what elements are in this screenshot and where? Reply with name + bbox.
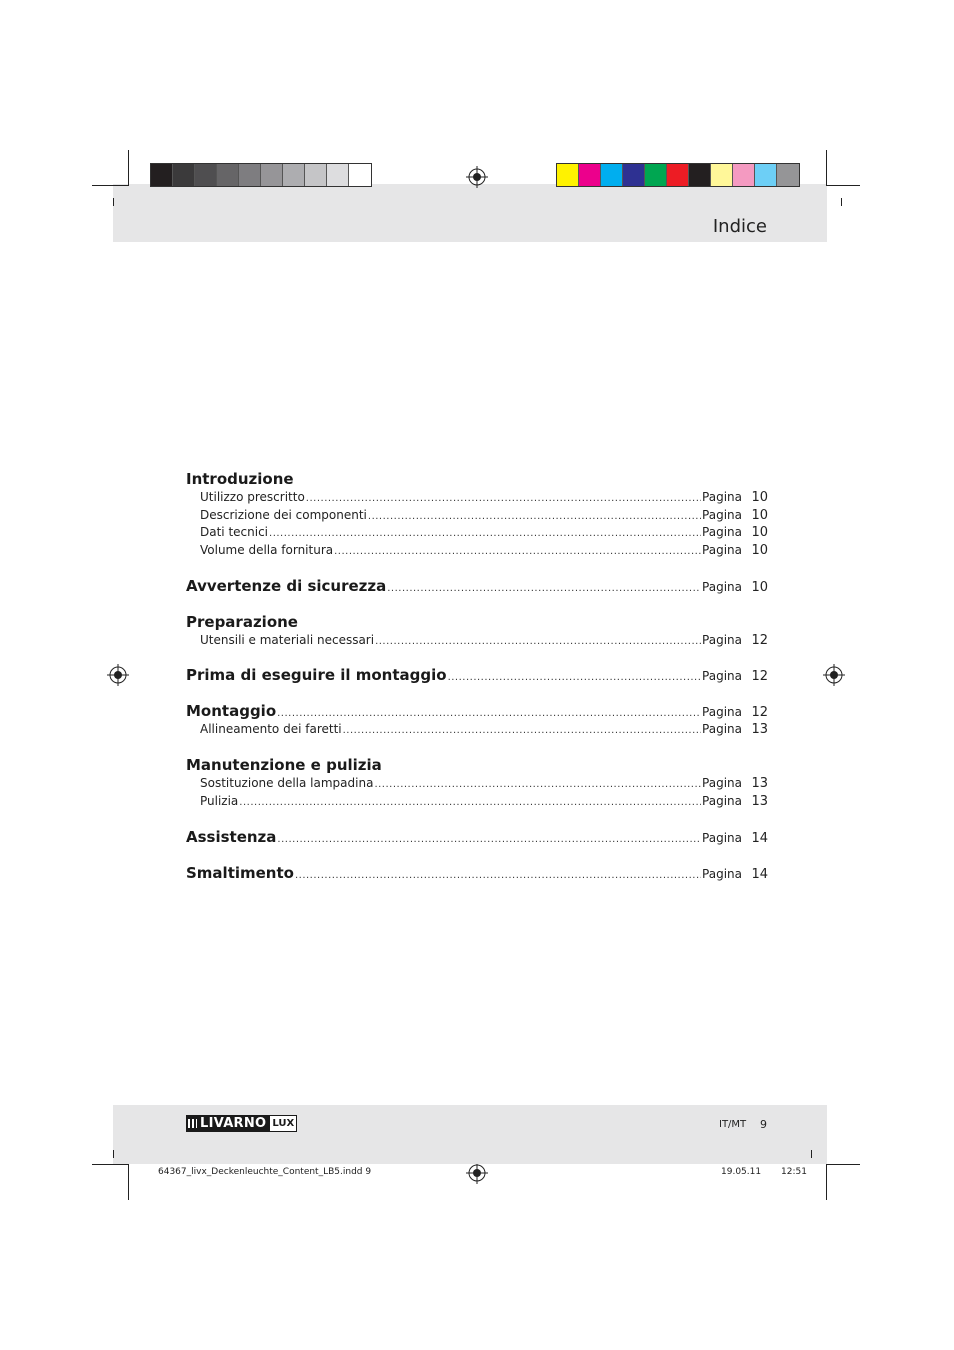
toc-section-heading bbox=[186, 470, 768, 490]
color-swatch bbox=[623, 164, 645, 186]
toc-item bbox=[186, 490, 768, 508]
page-ref: 10 bbox=[751, 507, 768, 523]
toc-section bbox=[186, 666, 768, 702]
toc-entry-label: Preparazione bbox=[186, 612, 298, 631]
toc-entry-label: Utensili e materiali necessari bbox=[200, 632, 375, 647]
color-swatch bbox=[261, 164, 283, 186]
page-label: Pagina bbox=[702, 830, 742, 845]
page-ref: 10 bbox=[751, 543, 768, 559]
crop-mark bbox=[826, 185, 860, 186]
toc-section-heading bbox=[186, 613, 768, 633]
page-ref: 12 bbox=[751, 632, 768, 648]
dot-leader bbox=[343, 725, 701, 736]
toc-item bbox=[186, 508, 768, 526]
crop-mark bbox=[92, 185, 128, 186]
cmyk-color-bar bbox=[556, 163, 800, 187]
page-label: Pagina bbox=[702, 507, 742, 522]
page-number: 9 bbox=[760, 1118, 767, 1131]
toc-section-heading bbox=[186, 864, 768, 884]
page-label: Pagina bbox=[702, 490, 742, 504]
page-ref: 10 bbox=[751, 490, 768, 505]
toc-entry-label: Sostituzione della lampadina bbox=[200, 776, 374, 791]
page-title: Indice bbox=[712, 216, 767, 237]
dot-leader bbox=[295, 870, 701, 881]
toc-entry-label: Descrizione dei componenti bbox=[200, 507, 367, 522]
page-ref: 14 bbox=[751, 866, 768, 882]
section-spacer bbox=[186, 561, 768, 577]
section-spacer bbox=[186, 650, 768, 666]
crop-mark bbox=[128, 1164, 129, 1200]
page-label: Pagina bbox=[702, 793, 742, 808]
toc-entry-label: Dati tecnici bbox=[200, 525, 269, 540]
logo-mark-icon bbox=[188, 1119, 197, 1128]
page-ref: 13 bbox=[751, 776, 768, 792]
color-swatch bbox=[557, 164, 579, 186]
dot-leader bbox=[374, 779, 701, 790]
dot-leader bbox=[334, 546, 701, 557]
section-spacer bbox=[186, 597, 768, 613]
toc-entry-label: Smaltimento bbox=[186, 863, 294, 882]
crop-mark bbox=[113, 1150, 114, 1158]
color-swatch bbox=[173, 164, 195, 186]
section-spacer bbox=[186, 848, 768, 864]
toc-item bbox=[186, 794, 768, 812]
toc-entry-label: Montaggio bbox=[186, 702, 277, 721]
crop-mark bbox=[811, 1150, 812, 1158]
color-swatch bbox=[689, 164, 711, 186]
page-ref: 12 bbox=[751, 669, 768, 685]
color-swatch bbox=[327, 164, 349, 186]
color-swatch bbox=[195, 164, 217, 186]
color-swatch bbox=[239, 164, 261, 186]
toc-section-heading bbox=[186, 666, 768, 686]
toc-section bbox=[186, 864, 768, 884]
toc-section-heading bbox=[186, 828, 768, 848]
color-swatch bbox=[755, 164, 777, 186]
toc-entry-label: Pulizia bbox=[200, 793, 239, 808]
dot-leader bbox=[306, 493, 701, 504]
slug-filename: 64367_livx_Deckenleuchte_Content_LB5.indd 9 bbox=[158, 1167, 372, 1177]
dot-leader bbox=[387, 583, 701, 594]
color-swatch bbox=[711, 164, 733, 186]
registration-mark-icon bbox=[823, 664, 845, 686]
dot-leader bbox=[277, 708, 701, 719]
color-swatch bbox=[217, 164, 239, 186]
toc-entry-label: Utilizzo prescritto bbox=[200, 490, 305, 504]
dot-leader bbox=[239, 797, 701, 808]
page-label: Pagina bbox=[702, 722, 742, 737]
color-swatch bbox=[283, 164, 305, 186]
toc-entry-label: Manutenzione e pulizia bbox=[186, 756, 382, 775]
page-label: Pagina bbox=[702, 669, 742, 684]
page-label: Pagina bbox=[702, 543, 742, 558]
color-swatch bbox=[667, 164, 689, 186]
toc-item bbox=[186, 722, 768, 740]
color-swatch bbox=[151, 164, 173, 186]
toc-section bbox=[186, 702, 768, 756]
toc-section-heading bbox=[186, 702, 768, 722]
logo-wordmark: LIVARNO bbox=[186, 1115, 269, 1132]
crop-mark bbox=[826, 1164, 827, 1200]
page-label: Pagina bbox=[702, 705, 742, 720]
registration-mark-icon bbox=[466, 166, 488, 188]
color-swatch bbox=[305, 164, 327, 186]
dot-leader bbox=[375, 636, 701, 647]
crop-mark bbox=[826, 150, 827, 186]
gray-color-bar bbox=[150, 163, 372, 187]
logo-sub: LUX bbox=[269, 1115, 297, 1132]
color-swatch bbox=[579, 164, 601, 186]
dot-leader bbox=[368, 511, 701, 522]
slug-date: 19.05.11 bbox=[721, 1167, 762, 1177]
toc-section bbox=[186, 828, 768, 864]
crop-mark bbox=[92, 1164, 128, 1165]
toc-entry-label: Allineamento dei faretti bbox=[200, 722, 342, 737]
crop-mark bbox=[826, 1164, 860, 1165]
section-spacer bbox=[186, 686, 768, 702]
registration-mark-icon bbox=[466, 1162, 488, 1184]
toc-entry-label: Introduzione bbox=[186, 470, 294, 488]
section-spacer bbox=[186, 740, 768, 756]
page-ref: 13 bbox=[751, 722, 768, 738]
footer-band bbox=[113, 1105, 827, 1164]
page-label: Pagina bbox=[702, 776, 742, 791]
toc-section bbox=[186, 756, 768, 827]
brand-logo bbox=[186, 1115, 297, 1132]
toc-item bbox=[186, 543, 768, 561]
page-label: Pagina bbox=[702, 866, 742, 881]
dot-leader bbox=[448, 672, 701, 683]
crop-mark bbox=[113, 198, 114, 206]
toc-section bbox=[186, 470, 768, 577]
section-spacer bbox=[186, 812, 768, 828]
color-swatch bbox=[733, 164, 755, 186]
registration-mark-icon bbox=[107, 664, 129, 686]
toc-section bbox=[186, 577, 768, 613]
page-label: Pagina bbox=[702, 632, 742, 647]
page-ref: 10 bbox=[751, 579, 768, 595]
toc-item bbox=[186, 776, 768, 794]
page-ref: 12 bbox=[751, 705, 768, 721]
crop-mark bbox=[128, 150, 129, 186]
page-label: Pagina bbox=[702, 525, 742, 540]
crop-mark bbox=[841, 198, 842, 206]
language-code: IT/MT bbox=[719, 1119, 747, 1130]
color-swatch bbox=[349, 164, 371, 186]
toc-entry-label: Avvertenze di sicurezza bbox=[186, 576, 387, 595]
toc-section bbox=[186, 613, 768, 667]
page-label: Pagina bbox=[702, 579, 742, 594]
toc-section-heading bbox=[186, 756, 768, 776]
dot-leader bbox=[269, 528, 701, 539]
page-ref: 13 bbox=[751, 793, 768, 809]
toc-item bbox=[186, 633, 768, 651]
toc-entry-label: Assistenza bbox=[186, 827, 277, 846]
toc-section-heading bbox=[186, 577, 768, 597]
toc-entry-label: Prima di eseguire il montaggio bbox=[186, 666, 447, 685]
toc-entry-label: Volume della fornitura bbox=[200, 543, 334, 558]
toc-item bbox=[186, 525, 768, 543]
color-swatch bbox=[601, 164, 623, 186]
page-ref: 10 bbox=[751, 525, 768, 541]
table-of-contents bbox=[186, 470, 768, 884]
color-swatch bbox=[645, 164, 667, 186]
dot-leader bbox=[277, 834, 701, 845]
page-ref: 14 bbox=[751, 830, 768, 846]
color-swatch bbox=[777, 164, 799, 186]
slug-time: 12:51 bbox=[781, 1167, 807, 1177]
